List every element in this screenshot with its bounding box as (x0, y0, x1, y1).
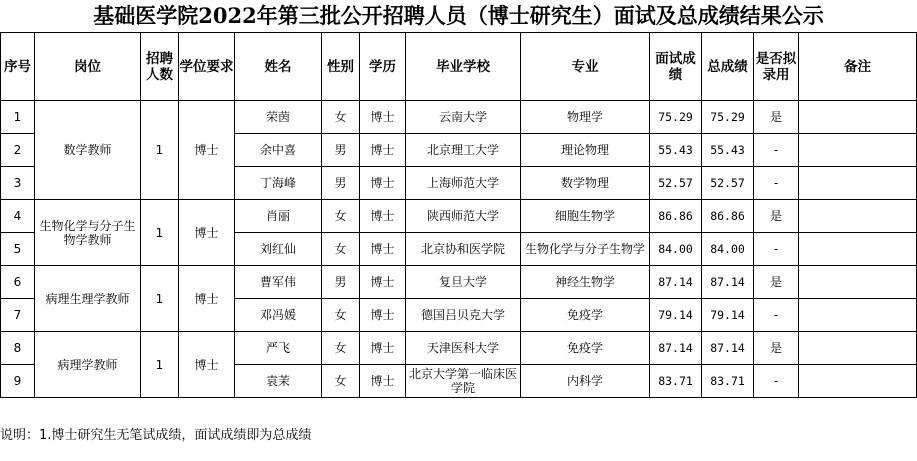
cell-education: 博士 (360, 200, 406, 233)
cell-remark (799, 365, 917, 398)
cell-no: 2 (1, 134, 35, 167)
cell-interview-score: 87.14 (650, 332, 702, 365)
cell-name: 肖丽 (235, 200, 322, 233)
cell-major: 数学物理 (521, 167, 650, 200)
cell-major: 神经生物学 (521, 266, 650, 299)
cell-hire: 是 (754, 332, 799, 365)
cell-no: 5 (1, 233, 35, 266)
cell-education: 博士 (360, 101, 406, 134)
cell-name: 刘红仙 (235, 233, 322, 266)
cell-major: 理论物理 (521, 134, 650, 167)
cell-no: 6 (1, 266, 35, 299)
cell-position: 病理生理学教师 (35, 266, 141, 332)
cell-hire: - (754, 167, 799, 200)
header-education: 学历 (360, 33, 406, 101)
cell-quota: 1 (141, 200, 179, 266)
cell-interview-score: 75.29 (650, 101, 702, 134)
cell-major: 免疫学 (521, 299, 650, 332)
cell-school: 上海师范大学 (406, 167, 521, 200)
cell-degree-req: 博士 (179, 200, 235, 266)
cell-no: 4 (1, 200, 35, 233)
cell-no: 1 (1, 101, 35, 134)
cell-total-score: 83.71 (702, 365, 754, 398)
cell-major: 免疫学 (521, 332, 650, 365)
cell-gender: 男 (322, 167, 360, 200)
cell-gender: 男 (322, 266, 360, 299)
cell-hire: 是 (754, 266, 799, 299)
cell-remark (799, 134, 917, 167)
cell-school: 天津医科大学 (406, 332, 521, 365)
cell-name: 袁茉 (235, 365, 322, 398)
cell-school: 陕西师范大学 (406, 200, 521, 233)
cell-degree-req: 博士 (179, 332, 235, 398)
header-degree-req: 学位要求 (179, 33, 235, 101)
cell-major: 细胞生物学 (521, 200, 650, 233)
cell-major: 物理学 (521, 101, 650, 134)
cell-school: 复旦大学 (406, 266, 521, 299)
table-row (1, 200, 917, 233)
cell-education: 博士 (360, 299, 406, 332)
cell-education: 博士 (360, 266, 406, 299)
cell-name: 丁海峰 (235, 167, 322, 200)
cell-quota: 1 (141, 266, 179, 332)
cell-school: 德国吕贝克大学 (406, 299, 521, 332)
cell-interview-score: 55.43 (650, 134, 702, 167)
cell-major: 内科学 (521, 365, 650, 398)
cell-position: 病理学教师 (35, 332, 141, 398)
cell-quota: 1 (141, 332, 179, 398)
header-quota: 招聘人数 (141, 33, 179, 101)
cell-school: 北京理工大学 (406, 134, 521, 167)
cell-remark (799, 332, 917, 365)
cell-name: 余中喜 (235, 134, 322, 167)
cell-major: 生物化学与分子生物学 (521, 233, 650, 266)
results-table (0, 32, 917, 398)
cell-school: 北京协和医学院 (406, 233, 521, 266)
cell-interview-score: 52.57 (650, 167, 702, 200)
cell-hire: - (754, 233, 799, 266)
cell-name: 严飞 (235, 332, 322, 365)
cell-education: 博士 (360, 233, 406, 266)
cell-no: 8 (1, 332, 35, 365)
cell-hire: - (754, 299, 799, 332)
cell-no: 7 (1, 299, 35, 332)
cell-education: 博士 (360, 365, 406, 398)
cell-total-score: 75.29 (702, 101, 754, 134)
header-row (1, 33, 917, 101)
cell-hire: - (754, 365, 799, 398)
cell-total-score: 52.57 (702, 167, 754, 200)
page-title: 基础医学院2022年第三批公开招聘人员（博士研究生）面试及总成绩结果公示 (93, 3, 824, 28)
header-position: 岗位 (35, 33, 141, 101)
cell-education: 博士 (360, 332, 406, 365)
cell-no: 3 (1, 167, 35, 200)
cell-interview-score: 87.14 (650, 266, 702, 299)
cell-interview-score: 79.14 (650, 299, 702, 332)
cell-name: 曹军伟 (235, 266, 322, 299)
cell-interview-score: 84.00 (650, 233, 702, 266)
cell-education: 博士 (360, 167, 406, 200)
cell-total-score: 86.86 (702, 200, 754, 233)
cell-remark (799, 233, 917, 266)
header-major: 专业 (521, 33, 650, 101)
cell-gender: 女 (322, 200, 360, 233)
cell-gender: 女 (322, 332, 360, 365)
cell-remark (799, 167, 917, 200)
header-name: 姓名 (235, 33, 322, 101)
cell-school: 云南大学 (406, 101, 521, 134)
cell-interview-score: 83.71 (650, 365, 702, 398)
cell-position: 生物化学与分子生物学教师 (35, 200, 141, 266)
cell-gender: 女 (322, 299, 360, 332)
cell-hire: - (754, 134, 799, 167)
cell-gender: 男 (322, 134, 360, 167)
cell-degree-req: 博士 (179, 266, 235, 332)
cell-quota: 1 (141, 101, 179, 200)
header-hire: 是否拟录用 (754, 33, 799, 101)
cell-total-score: 79.14 (702, 299, 754, 332)
cell-remark (799, 266, 917, 299)
cell-name: 荣茵 (235, 101, 322, 134)
cell-total-score: 55.43 (702, 134, 754, 167)
header-interview-score: 面试成绩 (650, 33, 702, 101)
table-row (1, 266, 917, 299)
cell-name: 邓冯媛 (235, 299, 322, 332)
footnote: 说明：1.博士研究生无笔试成绩，面试成绩即为总成绩 (0, 428, 312, 443)
cell-school: 北京大学第一临床医学院 (406, 365, 521, 398)
cell-total-score: 87.14 (702, 332, 754, 365)
cell-remark (799, 101, 917, 134)
cell-position: 数学教师 (35, 101, 141, 200)
cell-no: 9 (1, 365, 35, 398)
cell-total-score: 87.14 (702, 266, 754, 299)
cell-gender: 女 (322, 101, 360, 134)
cell-total-score: 84.00 (702, 233, 754, 266)
table-row (1, 101, 917, 134)
header-remark: 备注 (799, 33, 917, 101)
cell-hire: 是 (754, 101, 799, 134)
cell-degree-req: 博士 (179, 101, 235, 200)
cell-gender: 女 (322, 365, 360, 398)
cell-remark (799, 200, 917, 233)
cell-gender: 女 (322, 233, 360, 266)
header-gender: 性别 (322, 33, 360, 101)
cell-education: 博士 (360, 134, 406, 167)
table-row (1, 332, 917, 365)
cell-hire: 是 (754, 200, 799, 233)
cell-remark (799, 299, 917, 332)
cell-interview-score: 86.86 (650, 200, 702, 233)
header-total-score: 总成绩 (702, 33, 754, 101)
header-no: 序号 (1, 33, 35, 101)
header-school: 毕业学校 (406, 33, 521, 101)
